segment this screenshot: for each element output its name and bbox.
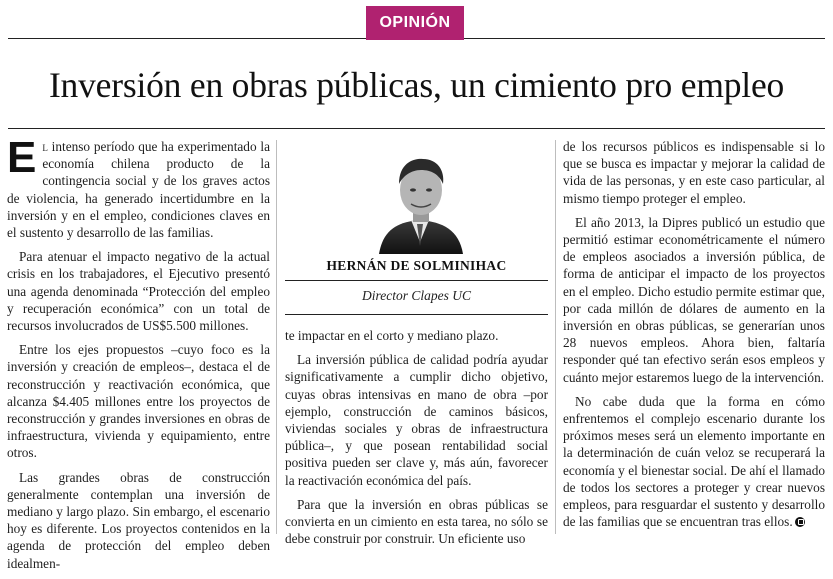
paragraph-text: intenso período que ha experimentado la economía chilena producto de la contingencia social y de los graves actos de violencia, ha generado incertidumbre en la inversión y en el empleo, condiciones claves en el sustento y desarrollo de las familias.: [7, 139, 270, 241]
paragraph-text: No cabe duda que la forma en cómo enfrentemos el complejo escenario durante los próximos meses será un elemento importante en la determinación de cuán veloz se recuperará la economía y el bienestar social. De ahí el llamado de todos los sectores a proteger y crear nuevos empleos, para resguardar el sustento y desarrollo de las familias que se encuentran tras ellos.: [563, 393, 825, 530]
drop-cap: E: [7, 133, 37, 182]
paragraph: te impactar en el corto y mediano plazo.: [285, 328, 499, 343]
drop-cap-rest: l: [42, 139, 48, 154]
author-box: [285, 140, 548, 316]
headline-rule: [8, 128, 825, 129]
section-tag: OPINIÓN: [366, 6, 464, 40]
paragraph: de los recursos públicos es indispensable si lo que se busca es impactar y mejorar la calidad de vida de las personas, y en este caso particular, al mismo tiempo proteger el empleo.: [563, 139, 825, 206]
paragraph: [563, 393, 825, 531]
paragraph: Para que la inversión en obras públicas se convierta en un cimiento en esta tarea, no sólo se debe construir por construir. Un eficiente uso: [285, 496, 548, 547]
paragraph: Entre los ejes propuestos –cuyo foco es la inversión y creación de empleos–, destaca el de reconstrucción y reactivación económica, que alcanza $4.405 millones entre los proyectos de reconstrucción y grandes inversiones en obras de infraestructura, vivienda y equipamiento, entre otros.: [7, 342, 270, 461]
headline: Inversión en obras públicas, un cimiento pro empleo: [48, 65, 785, 105]
author-box-bottom-rule: [285, 314, 548, 315]
publication-end-mark-icon: [795, 517, 805, 527]
paragraph: El año 2013, la Dipres publicó un estudio que permitió estimar econométricamente el número de empleos asociados a inversión pública, de forma de anticipar el impacto de los proyectos en el empleo. Dicho estudio permite estimar que, por cada millón de dólares de aumento en la inversión en obras públicas, se generarían unos 28 nuevos empleos. Ahora bien, faltaría responder qué tan efectivo serán esos empleos y cuánto mejor estaremos luego de la intervención.: [563, 214, 825, 385]
author-separator: [285, 280, 548, 281]
paragraph: Para atenuar el impacto negativo de la actual crisis en los trabajadores, el Ejecutivo presentó una agenda denominada “Protección del empleo y recuperación económica” con un total de recursos involucrados de US$5.500 millones.: [7, 249, 270, 334]
author-name: HERNÁN DE SOLMINIHAC: [326, 258, 507, 273]
article-column-3: [563, 138, 825, 537]
column-divider: [555, 140, 556, 534]
paragraph: [7, 133, 270, 241]
paragraph: Las grandes obras de construcción generalmente contemplan una inversión de mediano y largo plazo. Sin embargo, el escenario hoy es diferente. Los proyectos contenidos en la agenda de protección del empleo deben idealmen-: [7, 469, 270, 571]
column-divider: [276, 140, 277, 534]
paragraph: La inversión pública de calidad podría ayudar significativamente a cumplir dicho objetivo, cuyas obras intensivas en mano de obra –por ejemplo, construcción de caminos básicos, viviendas sociales y obras de infraestructura pública–, y que posean rentabilidad social positiva pueden ser clave y, más aún, favorecer la reactivación económica del país.: [285, 352, 548, 488]
author-portrait-photo: [375, 150, 465, 254]
article-column-2: [285, 327, 548, 554]
author-role: Director Clapes UC: [362, 288, 471, 303]
article-column-1: [7, 133, 270, 579]
